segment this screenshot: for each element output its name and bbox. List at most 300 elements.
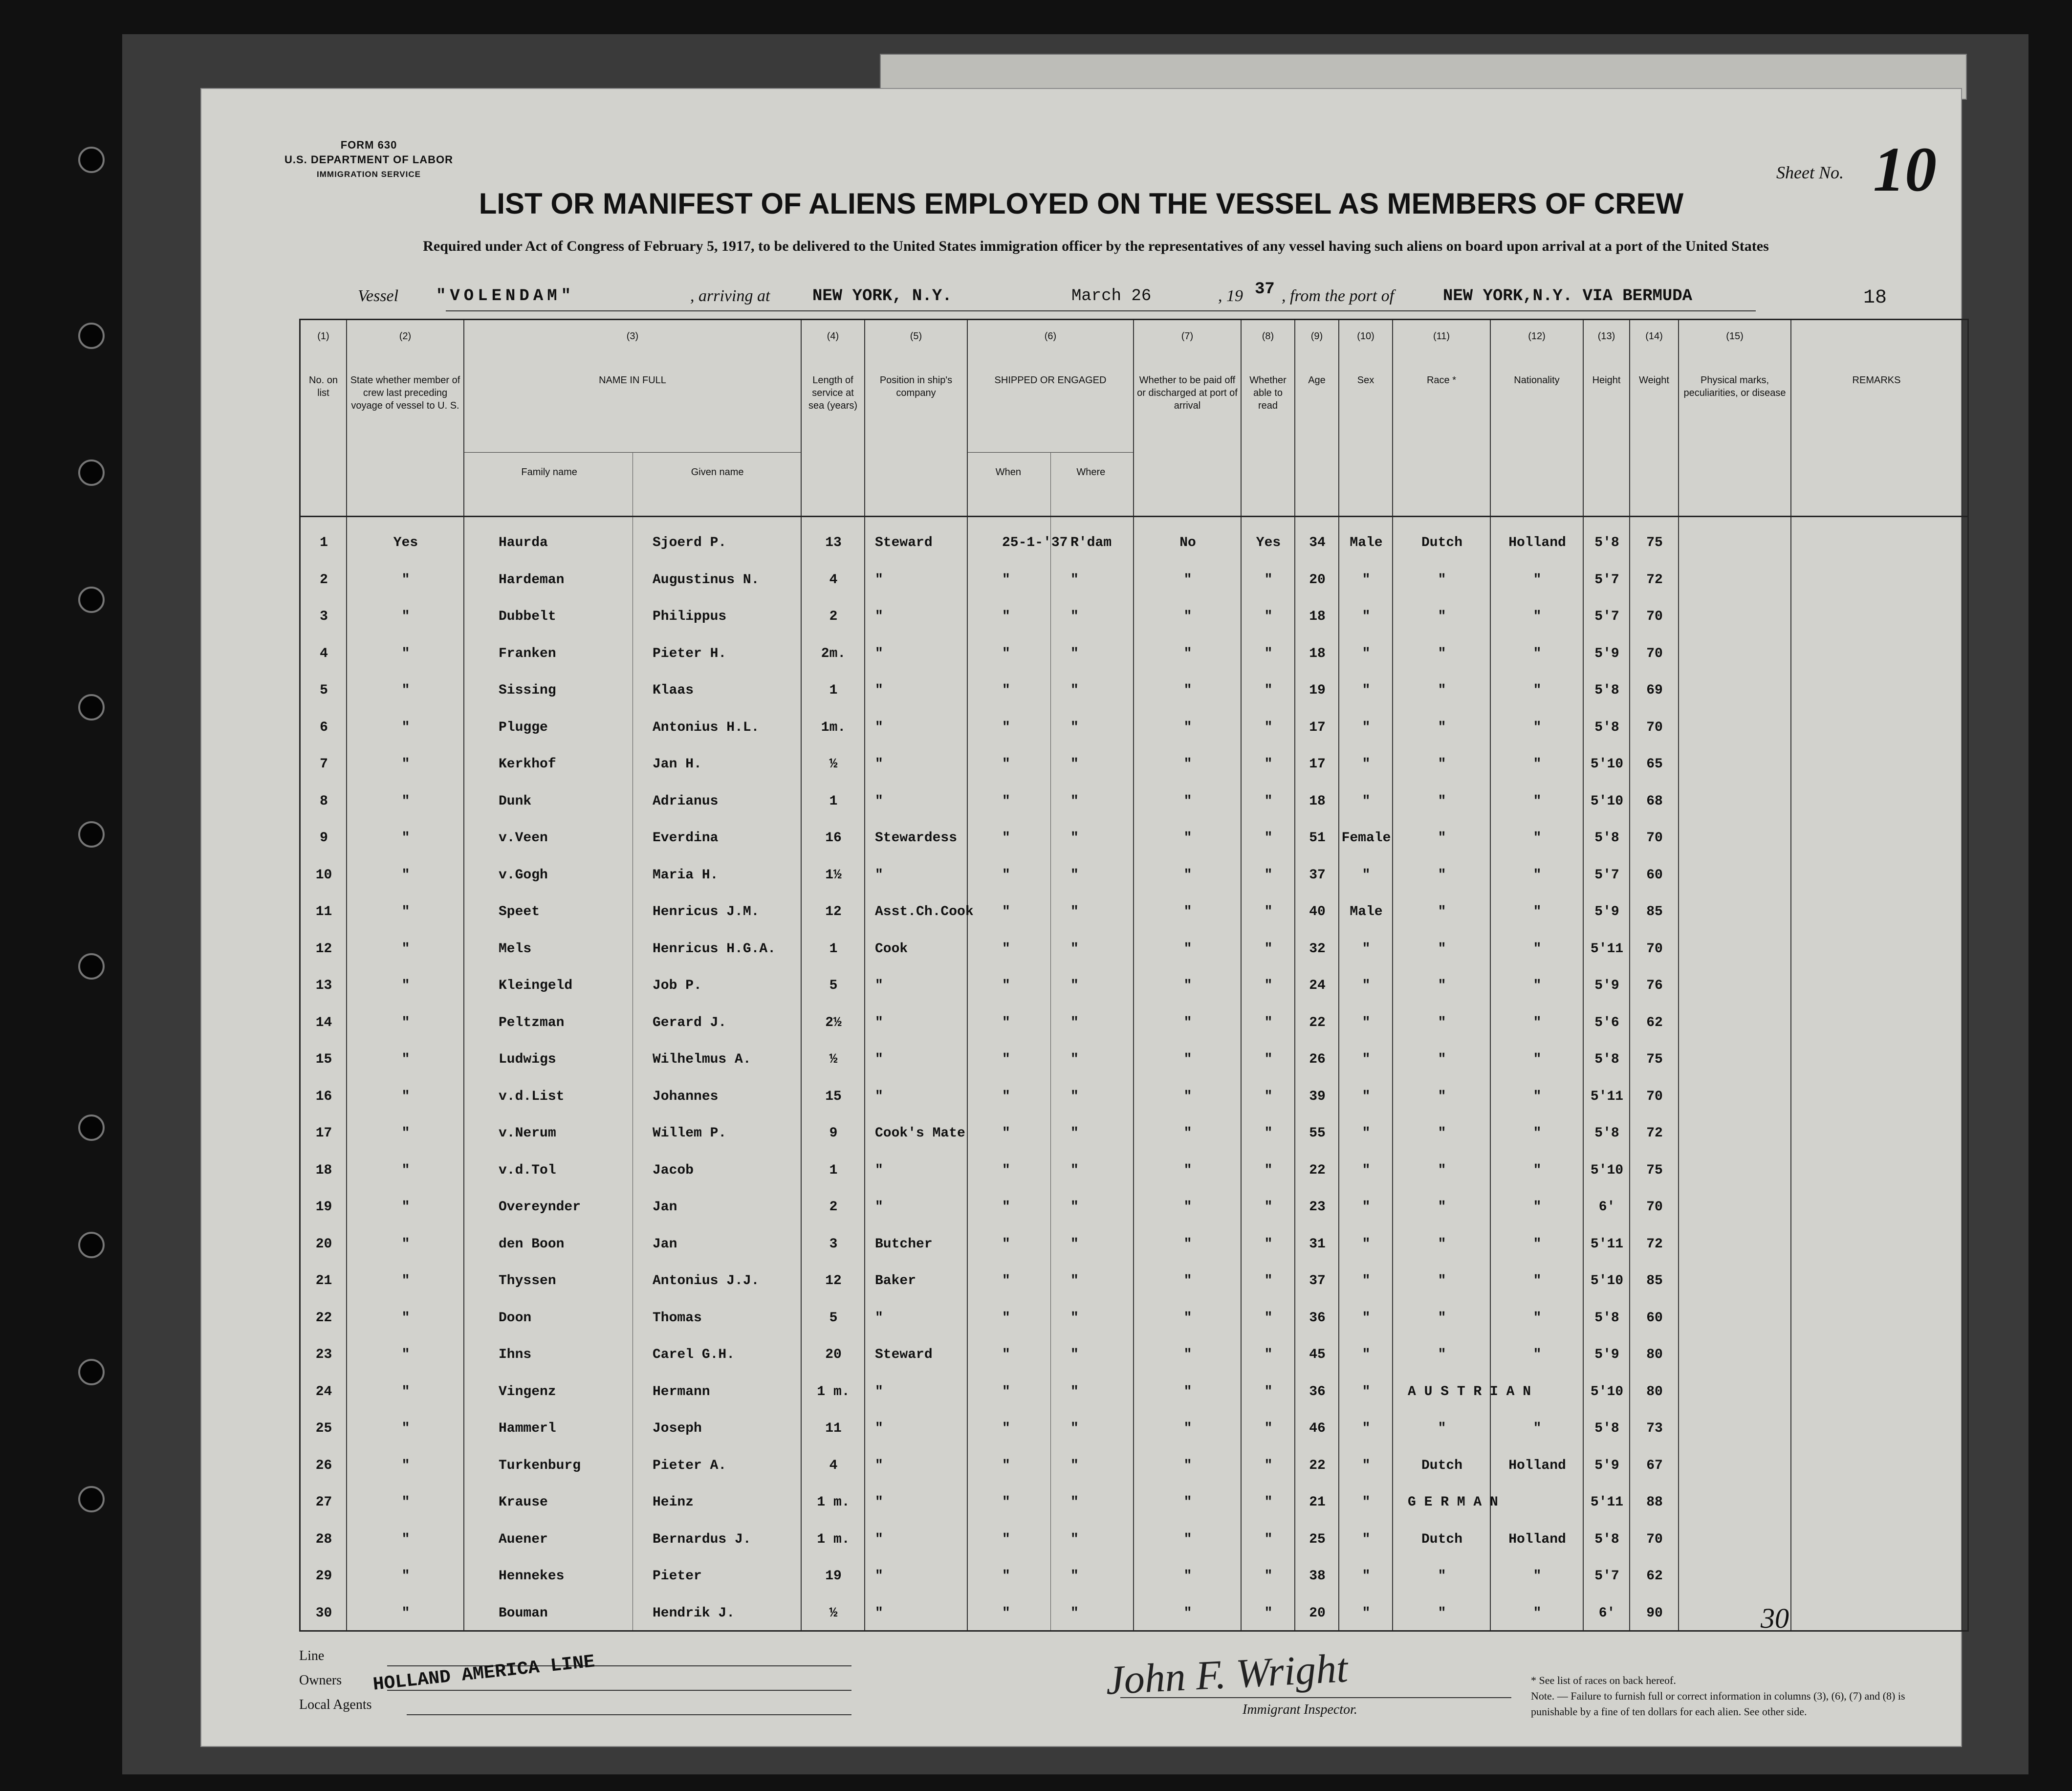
year-prefix: , 19 [1218, 287, 1243, 305]
cell-given: Pieter A. [653, 1458, 727, 1473]
cell-position: " [875, 1052, 883, 1067]
cell-where: " [1070, 609, 1079, 624]
cell-weight: 75 [1646, 535, 1663, 550]
cell-given: Job P. [653, 978, 702, 993]
cell-nat: " [1533, 904, 1542, 919]
cell-when: " [1002, 1126, 1010, 1141]
cell-height: 5'9 [1594, 904, 1619, 919]
column-number: (2) [399, 331, 412, 342]
cell-where: " [1070, 1126, 1079, 1141]
cell-no: 21 [315, 1273, 332, 1289]
cell-weight: 70 [1646, 609, 1663, 624]
cell-position: " [875, 1162, 883, 1178]
table-row [301, 747, 1967, 785]
column-number: (3) [626, 331, 639, 342]
cell-race: " [1438, 1089, 1446, 1104]
binder-hole [78, 459, 105, 486]
cell-read: " [1264, 1458, 1273, 1473]
cell-nat: " [1533, 1273, 1542, 1289]
cell-prev: " [401, 1273, 410, 1289]
column-sublabel: When [995, 467, 1021, 478]
column-number: (13) [1597, 331, 1615, 342]
inspector-signature: John F. Wright [1104, 1645, 1349, 1704]
cell-sex: " [1362, 1605, 1371, 1621]
cell-service: 9 [829, 1126, 838, 1141]
cell-where: " [1070, 646, 1079, 661]
cell-height: 5'8 [1594, 720, 1619, 735]
cell-read: " [1264, 830, 1273, 846]
cell-position: " [875, 1495, 883, 1510]
cell-weight: 70 [1646, 720, 1663, 735]
cell-age: 37 [1309, 867, 1326, 883]
cell-read: " [1264, 1015, 1273, 1030]
cell-where: " [1070, 757, 1079, 772]
table-row [301, 1522, 1967, 1560]
cell-prev: " [401, 757, 410, 772]
cell-given: Jan H. [653, 757, 702, 772]
cell-height: 5'8 [1594, 535, 1619, 550]
arriving-label: , arriving at [690, 287, 770, 305]
cell-nat: Holland [1508, 1531, 1566, 1547]
cell-read: " [1264, 1236, 1273, 1252]
table-row [301, 858, 1967, 896]
cell-position: " [875, 572, 883, 588]
cell-age: 23 [1309, 1200, 1326, 1215]
cell-when: " [1002, 572, 1010, 588]
cell-no: 13 [315, 978, 332, 993]
cell-when: " [1002, 978, 1010, 993]
cell-race: " [1438, 830, 1446, 846]
cell-service: 1 m. [817, 1384, 850, 1399]
footnote [1531, 1673, 1932, 1720]
cell-sex: " [1362, 1384, 1371, 1399]
cell-height: 5'11 [1590, 1495, 1624, 1510]
column-sublabel: Where [1076, 467, 1106, 478]
cell-when: " [1002, 1421, 1010, 1436]
table-row [301, 1042, 1967, 1080]
cell-paid: " [1183, 1569, 1192, 1584]
cell-where: " [1070, 1200, 1079, 1215]
cell-position: " [875, 1015, 883, 1030]
cell-paid: " [1183, 720, 1192, 735]
cell-prev: " [401, 793, 410, 809]
cell-read: " [1264, 867, 1273, 883]
cell-service: 1 [829, 1162, 838, 1178]
cell-family: Speet [499, 904, 540, 919]
cell-service: 12 [825, 904, 842, 919]
cell-paid: " [1183, 1310, 1192, 1326]
cell-where: " [1070, 683, 1079, 698]
cell-nat: " [1533, 1089, 1542, 1104]
binder-hole [78, 147, 105, 173]
cell-paid: " [1183, 1162, 1192, 1178]
cell-paid: No [1179, 535, 1196, 550]
binder-hole [78, 694, 105, 721]
cell-service: 3 [829, 1236, 838, 1252]
cell-where: " [1070, 1347, 1079, 1362]
line-label: Line [299, 1648, 325, 1663]
list-number: 18 [1863, 287, 1887, 309]
cell-given: Pieter H. [653, 646, 727, 661]
cell-age: 22 [1309, 1015, 1326, 1030]
cell-weight: 70 [1646, 941, 1663, 957]
cell-no: 2 [320, 572, 328, 588]
cell-sex: " [1362, 978, 1371, 993]
cell-given: Henricus H.G.A. [653, 941, 776, 957]
cell-sex: " [1362, 646, 1371, 661]
cell-sex: " [1362, 1421, 1371, 1436]
cell-when: " [1002, 646, 1010, 661]
cell-prev: " [401, 1458, 410, 1473]
cell-sex: " [1362, 683, 1371, 698]
cell-no: 27 [315, 1495, 332, 1510]
cell-race: " [1438, 904, 1446, 919]
cell-race: " [1438, 867, 1446, 883]
cell-read: " [1264, 1531, 1273, 1547]
cell-height: 5'8 [1594, 830, 1619, 846]
table-row [301, 821, 1967, 858]
table-row [301, 1559, 1967, 1596]
table-row [301, 1227, 1967, 1265]
cell-family: Overeynder [499, 1200, 581, 1215]
cell-where: " [1070, 1052, 1079, 1067]
cell-age: 31 [1309, 1236, 1326, 1252]
column-number: (6) [1044, 331, 1057, 342]
cell-given: Bernardus J. [653, 1531, 751, 1547]
cell-when: " [1002, 1089, 1010, 1104]
cell-read: " [1264, 793, 1273, 809]
cell-sex: Male [1350, 904, 1383, 919]
cell-service: 13 [825, 535, 842, 550]
cell-given: Wilhelmus A. [653, 1052, 751, 1067]
cell-given: Hermann [653, 1384, 710, 1399]
cell-race: " [1438, 757, 1446, 772]
column-label: Position in ship's company [879, 375, 953, 398]
cell-race: Dutch [1421, 535, 1462, 550]
inspector-label: Immigrant Inspector. [1243, 1702, 1357, 1717]
column-label: State whether member of crew last preceding voyage of vessel to U. S. [350, 375, 460, 411]
cell-prev: " [401, 683, 410, 698]
cell-family: Thyssen [499, 1273, 556, 1289]
cell-given: Gerard J. [653, 1015, 727, 1030]
cell-no: 22 [315, 1310, 332, 1326]
cell-height: 5'9 [1594, 1458, 1619, 1473]
cell-height: 5'10 [1590, 1273, 1624, 1289]
cell-nat: " [1533, 1605, 1542, 1621]
cell-position: Asst.Ch.Cook [875, 904, 974, 919]
column-number: (1) [317, 331, 329, 342]
cell-position: " [875, 1421, 883, 1436]
cell-age: 40 [1309, 904, 1326, 919]
cell-sex: " [1362, 1569, 1371, 1584]
table-row [301, 1264, 1967, 1301]
cell-height: 5'7 [1594, 867, 1619, 883]
cell-where: " [1070, 941, 1079, 957]
cell-height: 5'8 [1594, 1126, 1619, 1141]
cell-prev: " [401, 1531, 410, 1547]
cell-family: v.Veen [499, 830, 548, 846]
cell-when: " [1002, 1495, 1010, 1510]
cell-read: " [1264, 1605, 1273, 1621]
column-label: Length of service at sea (years) [808, 375, 858, 411]
cell-service: 4 [829, 572, 838, 588]
cell-where: " [1070, 572, 1079, 588]
cell-where: " [1070, 1089, 1079, 1104]
column-label: Physical marks, peculiarities, or disease [1683, 375, 1786, 398]
cell-given: Klaas [653, 683, 694, 698]
cell-when: " [1002, 830, 1010, 846]
cell-race: Dutch [1421, 1531, 1462, 1547]
cell-family: Krause [499, 1495, 548, 1510]
cell-service: 11 [825, 1421, 842, 1436]
cell-weight: 70 [1646, 1089, 1663, 1104]
column-sublabel: Given name [691, 467, 744, 478]
cell-where: " [1070, 1310, 1079, 1326]
cell-nat: " [1533, 720, 1542, 735]
cell-prev: " [401, 1495, 410, 1510]
cell-position: Steward [875, 1347, 933, 1362]
cell-prev: Yes [393, 535, 418, 550]
cell-when: " [1002, 1162, 1010, 1178]
cell-given: Everdina [653, 830, 719, 846]
cell-nat: " [1533, 867, 1542, 883]
cell-no: 3 [320, 609, 328, 624]
table-row [301, 895, 1967, 932]
cell-age: 22 [1309, 1458, 1326, 1473]
cell-weight: 88 [1646, 1495, 1663, 1510]
cell-sex: Male [1350, 535, 1383, 550]
cell-service: 1 m. [817, 1531, 850, 1547]
cell-paid: " [1183, 1605, 1192, 1621]
cell-sex: " [1362, 1052, 1371, 1067]
binder-hole [78, 1232, 105, 1258]
cell-sex: " [1362, 757, 1371, 772]
cell-read: " [1264, 720, 1273, 735]
cell-when: " [1002, 904, 1010, 919]
cell-paid: " [1183, 867, 1192, 883]
from-label: , from the port of [1282, 287, 1395, 305]
cell-family: Dubbelt [499, 609, 556, 624]
cell-prev: " [401, 646, 410, 661]
cell-race: " [1438, 1126, 1446, 1141]
cell-paid: " [1183, 1089, 1192, 1104]
cell-age: 45 [1309, 1347, 1326, 1362]
cell-service: 16 [825, 830, 842, 846]
cell-position: " [875, 1200, 883, 1215]
cell-weight: 60 [1646, 1310, 1663, 1326]
cell-paid: " [1183, 1236, 1192, 1252]
cell-nat: " [1533, 793, 1542, 809]
table-row [301, 1337, 1967, 1375]
cell-when: " [1002, 1531, 1010, 1547]
cell-sex: " [1362, 1531, 1371, 1547]
cell-where: " [1070, 1162, 1079, 1178]
cell-where: " [1070, 830, 1079, 846]
cell-sex: " [1362, 1310, 1371, 1326]
cell-when: " [1002, 1310, 1010, 1326]
cell-given: Willem P. [653, 1126, 727, 1141]
cell-family: Kerkhof [499, 757, 556, 772]
cell-weight: 62 [1646, 1015, 1663, 1030]
cell-no: 1 [320, 535, 328, 550]
cell-service: ½ [829, 1052, 838, 1067]
cell-sex: " [1362, 793, 1371, 809]
cell-age: 20 [1309, 572, 1326, 588]
table-row [301, 1375, 1967, 1412]
cell-given: Heinz [653, 1495, 694, 1510]
cell-paid: " [1183, 1384, 1192, 1399]
footnote-races: * See list of races on back hereof. [1531, 1674, 1676, 1686]
cell-where: " [1070, 904, 1079, 919]
cell-position: " [875, 1531, 883, 1547]
cell-prev: " [401, 1089, 410, 1104]
cell-age: 51 [1309, 830, 1326, 846]
cell-race: " [1438, 1162, 1446, 1178]
cell-paid: " [1183, 683, 1192, 698]
cell-position: Cook [875, 941, 908, 957]
cell-given: Jacob [653, 1162, 694, 1178]
cell-when: " [1002, 720, 1010, 735]
cell-age: 17 [1309, 757, 1326, 772]
cell-when: " [1002, 941, 1010, 957]
cell-sex: " [1362, 720, 1371, 735]
year-suffix: 37 [1255, 280, 1275, 299]
cell-service: 20 [825, 1347, 842, 1362]
cell-read: Yes [1256, 535, 1281, 550]
cell-given: Maria H. [653, 867, 719, 883]
cell-race: A U S T R I A N [1408, 1384, 1531, 1399]
cell-given: Thomas [653, 1310, 702, 1326]
cell-read: " [1264, 1089, 1273, 1104]
cell-position: " [875, 793, 883, 809]
cell-race: " [1438, 941, 1446, 957]
cell-no: 12 [315, 941, 332, 957]
cell-read: " [1264, 904, 1273, 919]
cell-age: 21 [1309, 1495, 1326, 1510]
cell-service: 1 [829, 941, 838, 957]
cell-where: " [1070, 720, 1079, 735]
binder-hole [78, 953, 105, 980]
cell-family: Kleingeld [499, 978, 573, 993]
cell-read: " [1264, 572, 1273, 588]
cell-sex: " [1362, 1236, 1371, 1252]
column-label: Sex [1357, 375, 1374, 386]
alien-count: 30 [1761, 1602, 1789, 1634]
cell-height: 6' [1598, 1200, 1615, 1215]
cell-age: 26 [1309, 1052, 1326, 1067]
cell-paid: " [1183, 1495, 1192, 1510]
cell-sex: " [1362, 572, 1371, 588]
cell-weight: 73 [1646, 1421, 1663, 1436]
cell-sex: " [1362, 1273, 1371, 1289]
cell-prev: " [401, 1052, 410, 1067]
cell-paid: " [1183, 978, 1192, 993]
cell-prev: " [401, 1310, 410, 1326]
cell-read: " [1264, 1162, 1273, 1178]
cell-read: " [1264, 978, 1273, 993]
cell-height: 5'9 [1594, 1347, 1619, 1362]
cell-weight: 72 [1646, 1126, 1663, 1141]
cell-family: v.Nerum [499, 1126, 556, 1141]
cell-nat: Holland [1508, 535, 1566, 550]
cell-age: 18 [1309, 609, 1326, 624]
cell-given: Sjoerd P. [653, 535, 727, 550]
cell-age: 25 [1309, 1531, 1326, 1547]
cell-no: 19 [315, 1200, 332, 1215]
cell-nat: " [1533, 1421, 1542, 1436]
column-label: Age [1308, 375, 1326, 386]
column-label: Whether to be paid off or discharged at port of arrival [1137, 375, 1238, 411]
cell-prev: " [401, 1605, 410, 1621]
cell-where: " [1070, 1605, 1079, 1621]
cell-given: Adrianus [653, 793, 719, 809]
cell-prev: " [401, 904, 410, 919]
cell-age: 39 [1309, 1089, 1326, 1104]
sheet-number: 10 [1873, 134, 1937, 205]
cell-when: " [1002, 683, 1010, 698]
cell-when: " [1002, 1569, 1010, 1584]
cell-weight: 75 [1646, 1052, 1663, 1067]
cell-height: 5'8 [1594, 1531, 1619, 1547]
cell-age: 34 [1309, 535, 1326, 550]
cell-when: " [1002, 867, 1010, 883]
cell-where: " [1070, 1458, 1079, 1473]
cell-nat: " [1533, 572, 1542, 588]
cell-weight: 85 [1646, 904, 1663, 919]
cell-race: " [1438, 1605, 1446, 1621]
cell-height: 5'8 [1594, 683, 1619, 698]
form-header [284, 138, 453, 182]
cell-weight: 80 [1646, 1347, 1663, 1362]
cell-nat: " [1533, 1347, 1542, 1362]
agents-label: Local Agents [299, 1697, 372, 1712]
cell-prev: " [401, 867, 410, 883]
cell-weight: 69 [1646, 683, 1663, 698]
cell-prev: " [401, 1421, 410, 1436]
cell-where: " [1070, 978, 1079, 993]
cell-given: Jan [653, 1236, 677, 1252]
cell-race: " [1438, 978, 1446, 993]
cell-where: " [1070, 1421, 1079, 1436]
cell-height: 5'11 [1590, 1236, 1624, 1252]
cell-nat: " [1533, 646, 1542, 661]
cell-height: 5'7 [1594, 572, 1619, 588]
cell-family: Hardeman [499, 572, 565, 588]
cell-service: 1 [829, 793, 838, 809]
column-label: Race * [1426, 375, 1457, 386]
cell-where: " [1070, 1236, 1079, 1252]
cell-weight: 60 [1646, 867, 1663, 883]
table-row [301, 599, 1967, 637]
cell-nat: " [1533, 1200, 1542, 1215]
cell-position: " [875, 609, 883, 624]
cell-sex: " [1362, 609, 1371, 624]
cell-race: Dutch [1421, 1458, 1462, 1473]
cell-height: 5'9 [1594, 978, 1619, 993]
cell-read: " [1264, 941, 1273, 957]
cell-service: 5 [829, 978, 838, 993]
cell-read: " [1264, 1126, 1273, 1141]
cell-service: 1½ [825, 867, 842, 883]
cell-read: " [1264, 1310, 1273, 1326]
binder-hole [78, 323, 105, 349]
cell-read: " [1264, 1347, 1273, 1362]
cell-race: " [1438, 1015, 1446, 1030]
cell-family: Haurda [499, 535, 548, 550]
department: U.S. DEPARTMENT OF LABOR [284, 153, 454, 166]
column-label: Height [1592, 375, 1621, 386]
cell-service: 2½ [825, 1015, 842, 1030]
